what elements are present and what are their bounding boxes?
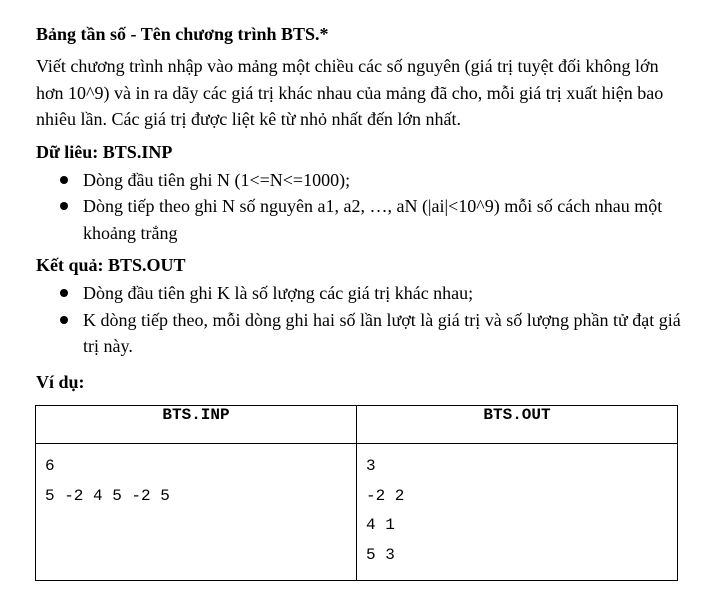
example-heading: Ví dụ: [36, 371, 85, 392]
input-item-1-text: Dòng đầu tiên ghi N (1<=N<=1000); [83, 169, 351, 190]
input-item-2 [36, 193, 683, 246]
bullet-icon [60, 289, 68, 297]
output-item-1-text: Dòng đầu tiên ghi K là số lượng các giá trị khác nhau; [83, 283, 474, 303]
output-list [36, 280, 686, 360]
column-header-output: BTS.OUT [357, 406, 678, 444]
input-item-2-text: Dòng tiếp theo ghi N số nguyên a1, a2, …, aN (|ai|<10^9) mỗi số cách nhau một khoảng trắng [83, 196, 663, 243]
bullet-icon [60, 202, 68, 210]
output-line: 4 1 [366, 516, 395, 534]
example-data-row [36, 444, 678, 581]
output-line: 5 3 [366, 545, 395, 564]
output-line: 3 [366, 457, 376, 475]
example-header-row [36, 406, 678, 444]
example-table [35, 405, 678, 581]
problem-description: Viết chương trình nhập vào mảng một chiều các số nguyên (giá trị tuyệt đối không lớn hơn 10^9) và in ra dãy các giá trị khác nhau của mảng đã cho, mỗi giá trị xuất hiện bao nhiêu lần. Các giá trị được liệt kê từ nhỏ nhất đến lớn nhất. [36, 56, 664, 129]
input-item-1 [36, 167, 683, 194]
problem-title: Bảng tần số - Tên chương trình BTS.* [36, 24, 329, 44]
bullet-icon [60, 176, 68, 184]
input-list [36, 167, 686, 247]
output-item-1 [36, 280, 683, 307]
output-item-2-text: K dòng tiếp theo, mỗi dòng ghi hai số lần lượt là giá trị và số lượng phần tử đạt giá trị này. [83, 309, 681, 356]
column-header-input: BTS.INP [36, 406, 357, 444]
input-cell [36, 444, 357, 581]
problem-statement [36, 22, 686, 397]
input-line: 6 [45, 457, 55, 475]
output-heading: Kết quả: BTS.OUT [36, 255, 186, 275]
input-line: 5 -2 4 5 -2 5 [45, 486, 170, 505]
output-line: -2 2 [366, 486, 405, 505]
bullet-icon [60, 316, 68, 324]
output-item-2 [36, 307, 683, 360]
input-heading: Dữ liêu: BTS.INP [36, 141, 173, 162]
output-cell [357, 444, 678, 581]
